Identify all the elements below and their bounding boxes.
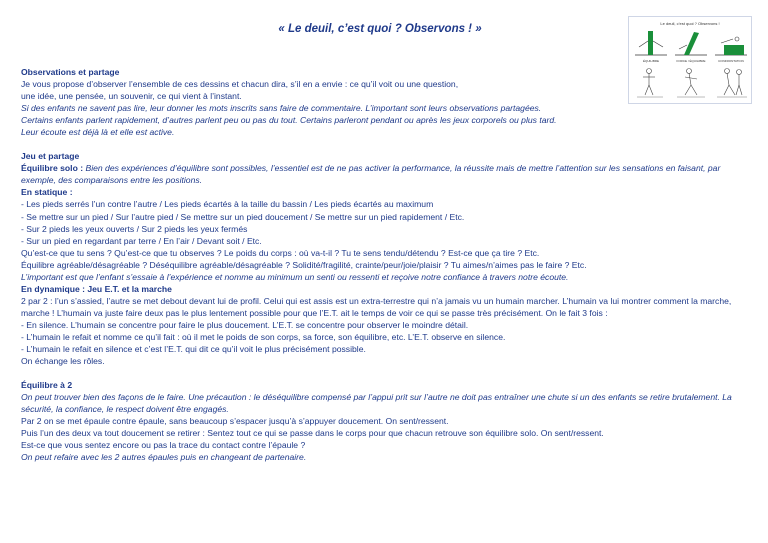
page-title: « Le deuil, c’est quoi ? Observons ! » [278,23,482,35]
list-item: - L’humain le refait en silence et c’est l’E.T. qui dit ce qu’il voit le plus précisément possible. [21,344,366,355]
list-item: - Les pieds serrés l’un contre l’autre / Les pieds écartés à la taille du bassin / Les pieds écartés au maximum [21,199,434,210]
green-pillar-1 [648,31,653,55]
para: Équilibre agréable/désagréable ? Déséquilibre agréable/désagréable ? Solidité/fragilité, crainte/peur/joie/plaisir ? Tu aimes/n’aimes pas le faire ? Etc. [21,259,587,270]
heading-observations: Observations et partage [21,67,120,77]
para: Est-ce que vous sentez encore ou pas la trace du contact contre l’épaule ? [21,440,306,451]
para-equilibre-solo [21,162,741,186]
para: une idée, une pensée, un souvenir, ce qui vient à l’instant. [21,91,242,102]
para: Puis l’un des deux va tout doucement se retirer : Sentez tout ce qui se passe dans le corps pour que chacun retrouve son équilibre solo. On sent/ressent. [21,428,604,439]
green-block-3 [724,45,744,55]
label-equilibre-solo: Équilibre solo : [21,163,86,174]
list-item: - Se mettre sur un pied / Sur l’autre pied / Se mettre sur un pied doucement / Se mettre sur un pied rapidement / Etc. [21,211,465,222]
document-body [21,66,741,463]
caption-1: ÉQUILIBRE [642,59,660,63]
para: Par 2 on se met épaule contre épaule, sans beaucoup s’espacer jusqu’à s’appuyer doucement. On sent/ressent. [21,416,449,427]
heading-statique: En statique : [21,187,73,198]
para-italic: Certains enfants parlent rapidement, d’autres parlent peu ou pas du tout. Certains parleront pendant ou après les jeux corporels ou plus tard. [21,115,557,126]
heading-equilibre-2: Équilibre à 2 [21,380,73,391]
para: Je vous propose d’observer l’ensemble de ces dessins et chacun dira, s’il en a envie : ce qu’il voit ou une question, [21,79,459,90]
para-italic: On peut refaire avec les 2 autres épaules puis en changeant de partenaire. [21,452,307,463]
para-italic: Si des enfants ne savent pas lire, leur donner les mots inscrits sans faire de commentaire. L’important sont leurs observations partagées. [21,103,542,114]
list-item: - L’humain le refait et nomme ce qu’il fait : où il met le poids de son corps, sa force, son équilibre, etc. L’E.T. observe en silence. [21,331,506,342]
caption-3: CONFRONTATION [718,59,744,63]
thumbnail-title: Le deuil, c’est quoi ? Observons ! [660,21,720,26]
heading-jeu-partage: Jeu et partage [21,151,80,162]
list-item: - En silence. L’humain se concentre pour faire le plus doucement. L’E.T. se concentre pour observer le moindre détail. [21,319,469,330]
para: 2 par 2 : l’un s’assied, l’autre se met debout devant lui de profil. Celui qui est assis est un extra-terrestre qui n’a jamais vu un humain marcher. L’humain va lui montrer comment la marche, marche ! L’humain va juste faire deux pas le plus lentement possible pour que l’E.T. ait le temps de voir ce qui se passe très précisément. On le fait 3 fois : [21,295,732,318]
list-item: - Sur un pied en regardant par terre / En l’air / Devant soit / Etc. [21,235,262,246]
para: Qu’est-ce que tu sens ? Qu’est-ce que tu observes ? Le poids du corps : où va-t-il ? Tu te sens tendu/détendu ? Est-ce que ça tire ? Etc. [21,247,540,258]
text-equilibre-solo: Bien des expériences d’équilibre sont possibles, l’essentiel est de ne pas activer la performance, la réussite mais de mettre l’attention sur les sensations en faisant, par exemple, des comparaisons entre les positions. [21,163,721,186]
para: On échange les rôles. [21,356,105,367]
para-italic: Leur écoute est déjà là et elle est active. [21,127,175,138]
para-italic: On peut trouver bien des façons de le faire. Une précaution : le déséquilibre compensé par l’appui prit sur l’autre ne doit pas entraîner une chute si un des enfants se retire brutalement. La sécurité, la confiance, le respect doivent être engagés. [21,392,732,415]
green-pillar-2 [684,32,699,55]
heading-dynamique: En dynamique : Jeu E.T. et la marche [21,283,172,294]
list-item: - Sur 2 pieds les yeux ouverts / Sur 2 pieds les yeux fermés [21,223,248,234]
caption-2: FORCE / ÉQUILIBRE [676,59,706,63]
para-italic: L’important est que l’enfant s’essaie à l’expérience et nomme au minimum un senti ou ressenti et reçoive notre confiance à travers notre écoute. [21,271,569,282]
